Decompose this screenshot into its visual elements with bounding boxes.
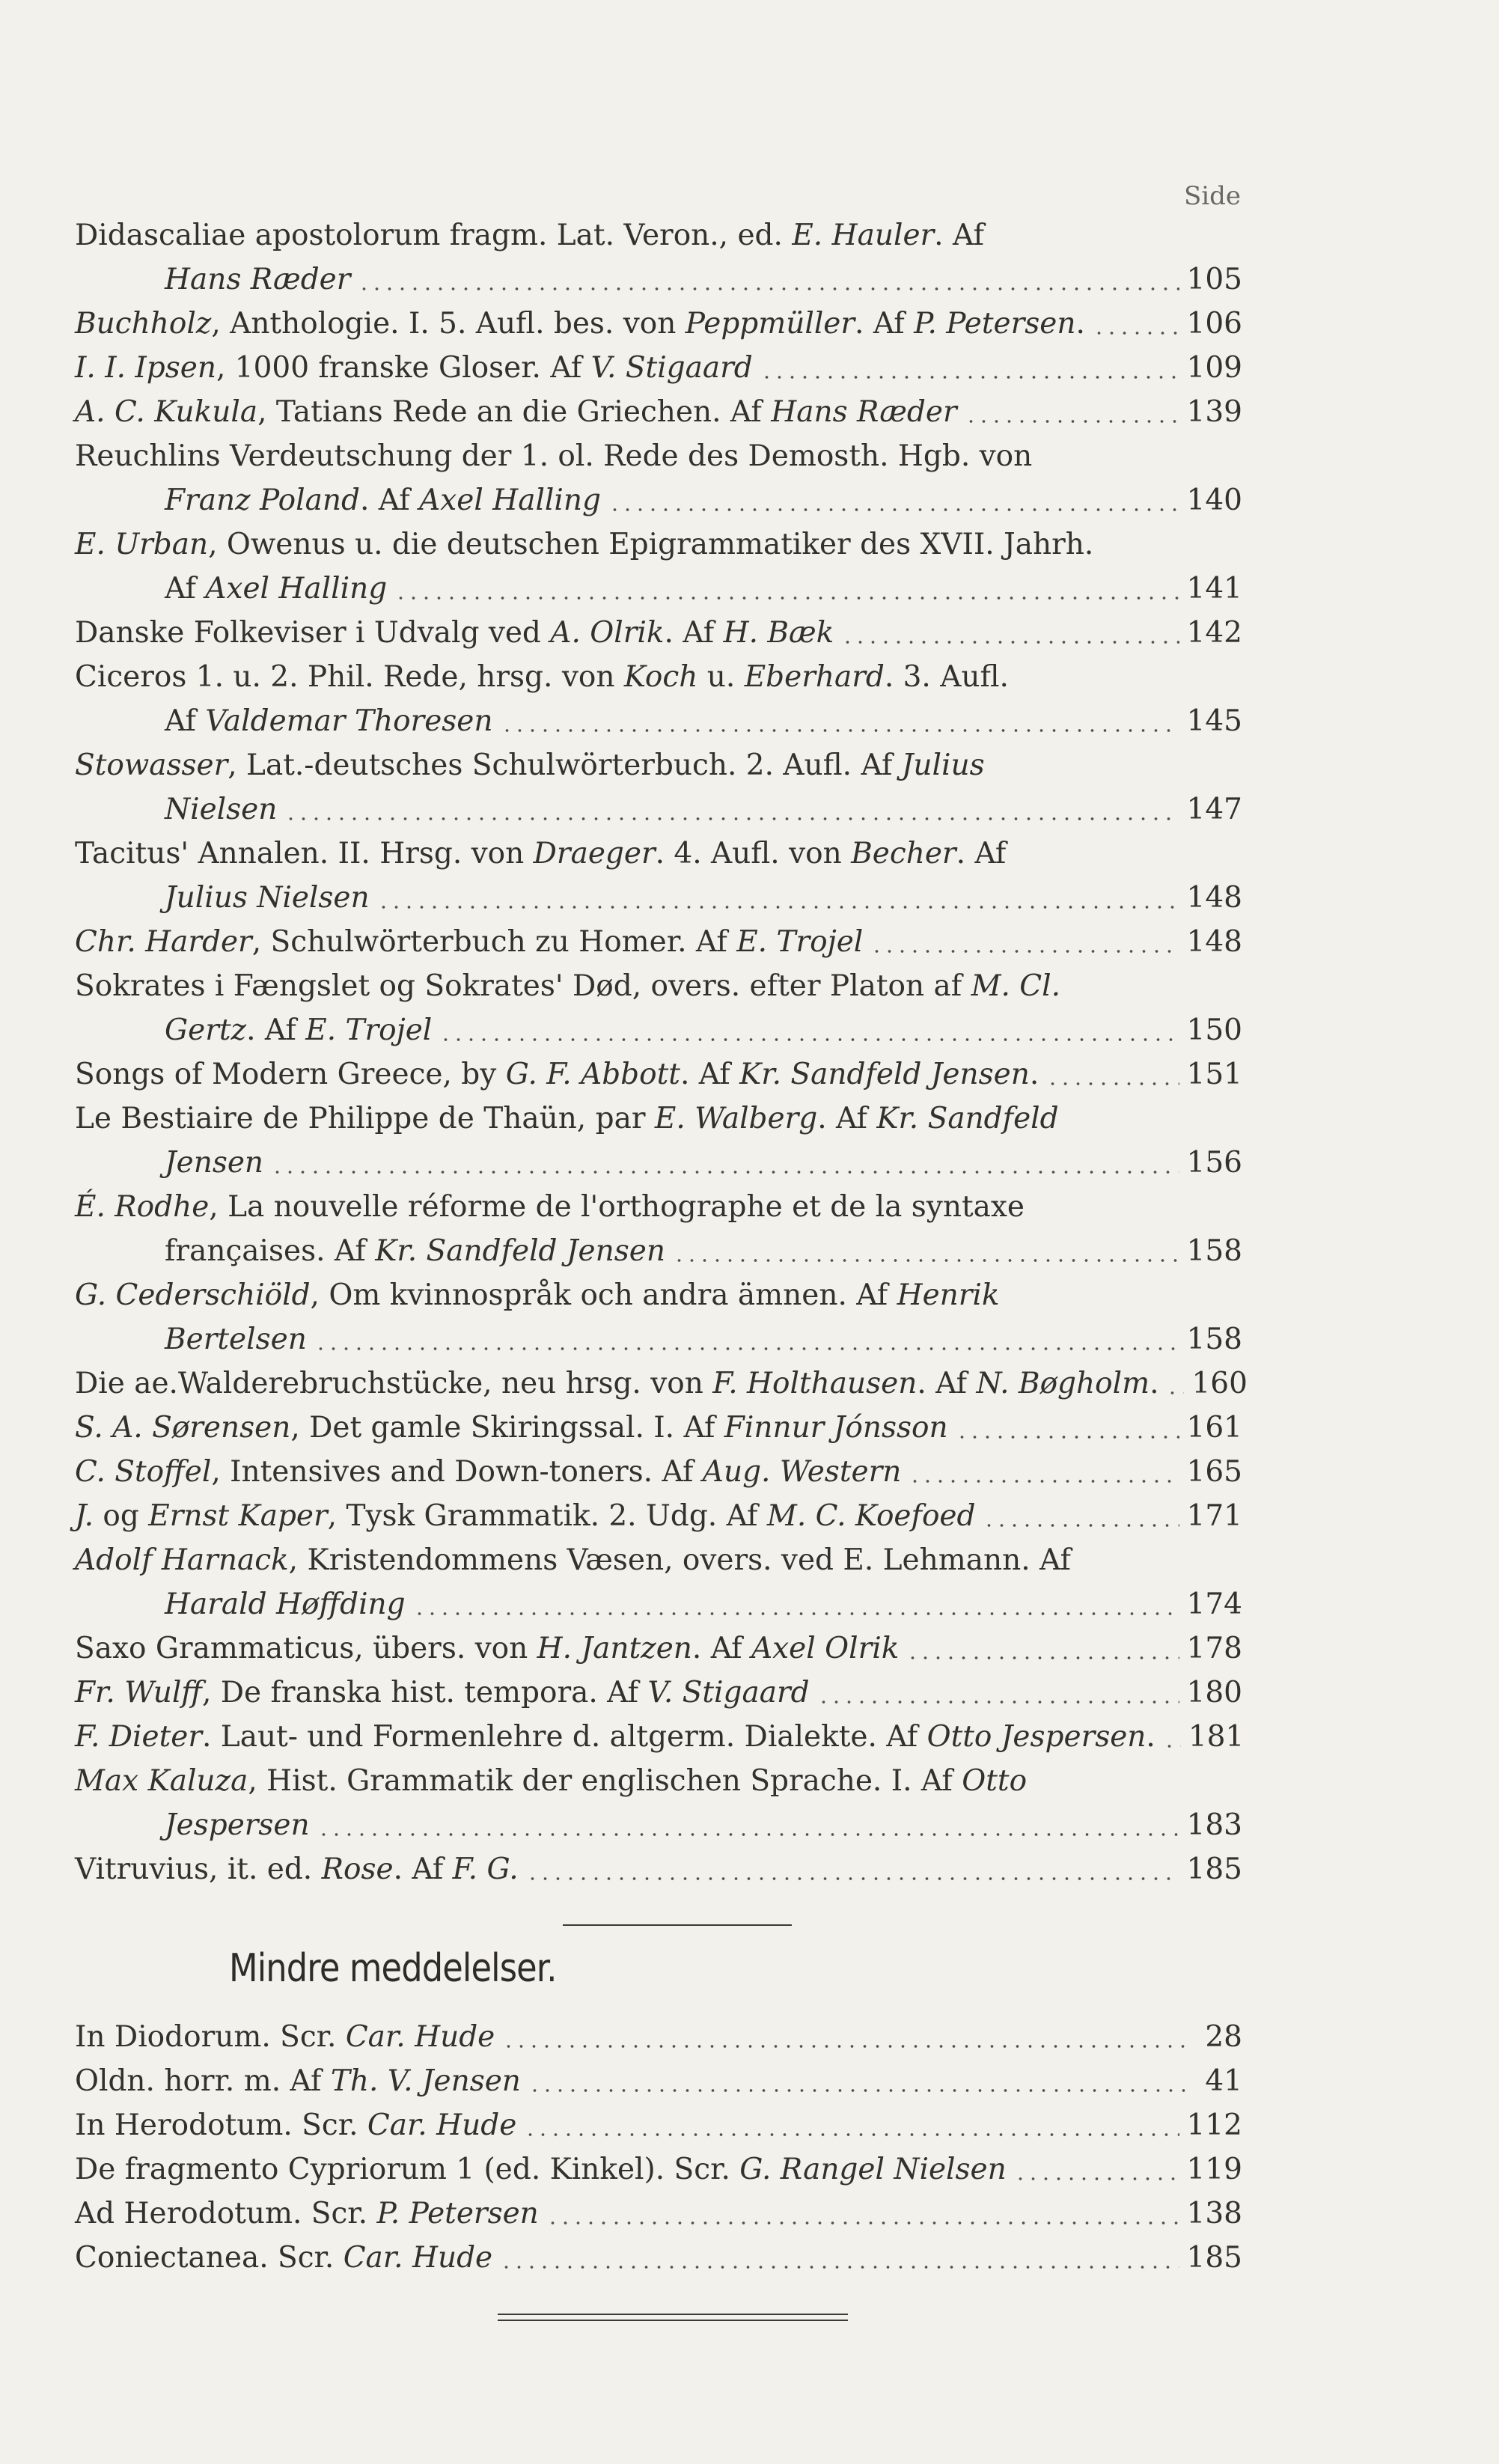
- page-number: 119: [1186, 2153, 1242, 2186]
- entry-line: [75, 1273, 1242, 1317]
- entry-text: Die ae.Walderebruchstücke, neu hrsg. von F. Holthausen. Af N. Bøgholm.: [75, 1367, 1159, 1400]
- entry-line: [75, 1229, 1242, 1273]
- toc-entry: [75, 1273, 1242, 1361]
- entry-text: Nielsen: [165, 793, 278, 826]
- entry-line: [75, 390, 1242, 434]
- entry-text: Franz Poland. Af Axel Halling: [165, 484, 601, 517]
- entry-line: [75, 743, 1242, 787]
- page-number: 147: [1186, 793, 1242, 826]
- page-number: 112: [1186, 2108, 1242, 2142]
- entry-line: [75, 655, 1242, 699]
- entry-line: [75, 1494, 1242, 1538]
- dot-leader: [502, 2043, 1187, 2050]
- entry-line: [75, 2015, 1242, 2059]
- entry-line: [75, 567, 1242, 611]
- toc-entry: [75, 1097, 1242, 1185]
- dot-leader: [1014, 2175, 1179, 2183]
- page-number: 142: [1186, 616, 1242, 650]
- entry-text: Fr. Wulff, De franska hist. tempora. Af V. Stigaard: [75, 1676, 810, 1710]
- toc-entry: [75, 1626, 1242, 1671]
- toc-entry: [75, 2015, 1242, 2059]
- page-number: 28: [1205, 2020, 1242, 2054]
- toc-entry: [75, 1847, 1242, 1891]
- entry-text: In Herodotum. Scr. Car. Hude: [75, 2108, 517, 2142]
- entry-text: Danske Folkeviser i Udvalg ved A. Olrik. Af H. Bæk: [75, 616, 834, 650]
- page-number: 109: [1186, 351, 1242, 385]
- toc-entry: [75, 390, 1242, 434]
- entry-text: Adolf Harnack, Kristendommens Væsen, overs. ved E. Lehmann. Af: [75, 1543, 1071, 1577]
- dot-leader: [501, 727, 1179, 734]
- entry-text: I. I. Ipsen, 1000 franske Gloser. Af V. Stigaard: [75, 351, 753, 385]
- dot-leader: [314, 1345, 1179, 1353]
- entry-text: G. Cederschiöld, Om kvinnospråk och andra ämnen. Af Henrik: [75, 1278, 1000, 1312]
- entry-line: [75, 2103, 1242, 2147]
- dot-leader: [870, 948, 1179, 955]
- entry-text: A. C. Kukula, Tatians Rede an die Griechen. Af Hans Ræder: [75, 395, 957, 429]
- entry-text: Af Valdemar Thoresen: [165, 704, 493, 738]
- entry-text: Af Axel Halling: [165, 572, 388, 606]
- toc-entry: [75, 2147, 1242, 2192]
- minor-notes-list: [75, 2015, 1242, 2280]
- entry-text: Jespersen: [165, 1808, 310, 1842]
- section-divider: [563, 1924, 792, 1926]
- toc-entry: [75, 1052, 1242, 1097]
- entry-line: [75, 1450, 1242, 1494]
- entry-line: [75, 522, 1242, 567]
- toc-entry: [75, 655, 1242, 743]
- entry-text: Harald Høffding: [165, 1588, 406, 1621]
- page-number: 105: [1186, 263, 1242, 296]
- dot-leader: [956, 1433, 1179, 1441]
- entry-text: É. Rodhe, La nouvelle réforme de l'orthographe et de la syntaxe: [75, 1190, 1025, 1224]
- toc-entry: [75, 2059, 1242, 2103]
- entry-text: Buchholz, Anthologie. I. 5. Aufl. bes. von Peppmüller. Af P. Petersen.: [75, 307, 1085, 341]
- entry-line: [75, 257, 1242, 302]
- page-number: 158: [1186, 1234, 1242, 1268]
- entry-line: [75, 478, 1242, 522]
- entry-line: [75, 1759, 1242, 1803]
- page-number: 156: [1186, 1146, 1242, 1180]
- entry-text: françaises. Af Kr. Sandfeld Jensen: [165, 1234, 665, 1268]
- entry-line: [75, 302, 1242, 346]
- entry-text: Ciceros 1. u. 2. Phil. Rede, hrsg. von Koch u. Eberhard. 3. Aufl.: [75, 660, 1009, 694]
- entry-text: Ad Herodotum. Scr. P. Petersen: [75, 2197, 539, 2230]
- toc-entry: [75, 1185, 1242, 1273]
- dot-leader: [394, 594, 1179, 602]
- dot-leader: [906, 1654, 1179, 1662]
- page-number: 185: [1186, 2241, 1242, 2275]
- toc-entry: [75, 434, 1242, 522]
- toc-entry: [75, 920, 1242, 964]
- entry-line: [75, 213, 1242, 257]
- entry-line: [75, 2192, 1242, 2236]
- entry-line: [75, 346, 1242, 390]
- entry-text: Le Bestiaire de Philippe de Thaün, par E. Walberg. Af Kr. Sandfeld: [75, 1102, 1059, 1135]
- toc-entry: [75, 302, 1242, 346]
- entry-line: [75, 964, 1242, 1008]
- dot-leader: [760, 373, 1179, 381]
- page-number: 181: [1188, 1720, 1245, 1754]
- entry-line: [75, 1317, 1242, 1361]
- entry-line: [75, 2236, 1242, 2280]
- entry-text: Sokrates i Fængslet og Sokrates' Død, overs. efter Platon af M. Cl.: [75, 969, 1061, 1003]
- entry-text: Didascaliae apostolorum fragm. Lat. Veron., ed. E. Hauler. Af: [75, 219, 984, 252]
- entry-text: Jensen: [165, 1146, 264, 1180]
- page-column-label: Side: [1184, 181, 1242, 211]
- entry-text: Chr. Harder, Schulwörterbuch zu Homer. Af E. Trojel: [75, 925, 864, 959]
- page-number: 161: [1186, 1411, 1242, 1445]
- entry-text: J. og Ernst Kaper, Tysk Grammatik. 2. Udg. Af M. C. Koefoed: [75, 1499, 976, 1533]
- entry-text: Julius Nielsen: [165, 881, 370, 915]
- page-number: 185: [1186, 1852, 1242, 1886]
- dot-leader: [524, 2131, 1179, 2138]
- dot-leader: [317, 1831, 1179, 1838]
- entry-text: C. Stoffel, Intensives and Down-toners. Af Aug. Western: [75, 1455, 902, 1489]
- entry-line: [75, 832, 1242, 876]
- entry-text: E. Urban, Owenus u. die deutschen Epigrammatiker des XVII. Jahrh.: [75, 528, 1094, 561]
- page-number: 160: [1191, 1367, 1248, 1400]
- page-number: 148: [1186, 881, 1242, 915]
- toc-entry: [75, 2103, 1242, 2147]
- dot-leader: [608, 506, 1179, 513]
- entry-text: Bertelsen: [165, 1323, 307, 1356]
- entry-text: Stowasser, Lat.-deutsches Schulwörterbuch. 2. Aufl. Af Julius: [75, 748, 985, 782]
- section-heading: Mindre meddelelser.: [229, 1946, 557, 1991]
- entry-line: [75, 1626, 1242, 1671]
- page-number: 178: [1186, 1632, 1242, 1665]
- toc-entry: [75, 1715, 1245, 1759]
- entry-text: De fragmento Cypriorum 1 (ed. Kinkel). Scr. G. Rangel Nielsen: [75, 2153, 1007, 2186]
- page-number: 139: [1186, 395, 1242, 429]
- entry-line: [75, 1582, 1242, 1626]
- toc-entry: [75, 1538, 1242, 1626]
- entry-text: S. A. Sørensen, Det gamle Skiringssal. I. Af Finnur Jónsson: [75, 1411, 948, 1445]
- table-of-contents: [75, 213, 1248, 1891]
- entry-text: Saxo Grammaticus, übers. von H. Jantzen. Af Axel Olrik: [75, 1632, 900, 1665]
- dot-leader: [500, 2263, 1179, 2271]
- page-number: 141: [1186, 572, 1242, 606]
- entry-line: [75, 1671, 1242, 1715]
- toc-entry: [75, 1406, 1242, 1450]
- entry-line: [75, 1847, 1242, 1891]
- page-number: 41: [1205, 2064, 1242, 2098]
- entry-text: Hans Ræder: [165, 263, 351, 296]
- dot-leader: [413, 1610, 1179, 1617]
- toc-entry: [75, 1671, 1242, 1715]
- entry-text: Reuchlins Verdeutschung der 1. ol. Rede des Demosth. Hgb. von: [75, 439, 1033, 473]
- dot-leader: [271, 1168, 1179, 1176]
- entry-line: [75, 1406, 1242, 1450]
- dot-leader: [841, 638, 1179, 646]
- entry-text: Gertz. Af E. Trojel: [165, 1013, 433, 1047]
- entry-line: [75, 611, 1242, 655]
- page-number: 138: [1186, 2197, 1242, 2230]
- page-number: 165: [1186, 1455, 1242, 1489]
- entry-line: [75, 1538, 1242, 1582]
- entry-line: [75, 2147, 1242, 2192]
- toc-entry: [75, 1361, 1248, 1406]
- dot-leader: [983, 1522, 1179, 1529]
- toc-entry: [75, 522, 1242, 611]
- toc-entry: [75, 1494, 1242, 1538]
- entry-line: [75, 434, 1242, 478]
- page-number: 106: [1186, 307, 1242, 341]
- toc-entry: [75, 832, 1242, 920]
- entry-line: [75, 876, 1242, 920]
- page-number: 183: [1186, 1808, 1242, 1842]
- entry-line: [75, 1097, 1242, 1141]
- entry-line: [75, 2059, 1242, 2103]
- entry-text: Max Kaluza, Hist. Grammatik der englischen Sprache. I. Af Otto: [75, 1764, 1028, 1798]
- entry-line: [75, 1185, 1242, 1229]
- dot-leader: [377, 903, 1179, 911]
- toc-entry: [75, 346, 1242, 390]
- dot-leader: [1166, 1389, 1184, 1397]
- page-number: 148: [1186, 925, 1242, 959]
- entry-text: F. Dieter. Laut- und Formenlehre d. altgerm. Dialekte. Af Otto Jespersen.: [75, 1720, 1155, 1754]
- dot-leader: [358, 285, 1179, 293]
- toc-entry: [75, 1759, 1242, 1847]
- toc-entry: [75, 611, 1242, 655]
- entry-text: Vitruvius, it. ed. Rose. Af F. G.: [75, 1852, 519, 1886]
- dot-leader: [546, 2219, 1179, 2227]
- toc-entry: [75, 213, 1242, 302]
- page-number: 180: [1186, 1676, 1242, 1710]
- page-number: 145: [1186, 704, 1242, 738]
- page-number: 150: [1186, 1013, 1242, 1047]
- dot-leader: [1093, 329, 1179, 337]
- entry-text: Tacitus' Annalen. II. Hrsg. von Draeger. 4. Aufl. von Becher. Af: [75, 837, 1007, 870]
- dot-leader: [284, 815, 1179, 823]
- end-rule-top: [498, 2314, 848, 2315]
- entry-text: In Diodorum. Scr. Car. Hude: [75, 2020, 495, 2054]
- page-number: 140: [1186, 484, 1242, 517]
- entry-line: [75, 1803, 1242, 1847]
- dot-leader: [526, 1875, 1179, 1882]
- entry-line: [75, 1715, 1245, 1759]
- dot-leader: [1163, 1742, 1181, 1750]
- entry-text: Coniectanea. Scr. Car. Hude: [75, 2241, 493, 2275]
- page-number: 158: [1186, 1323, 1242, 1356]
- toc-entry: [75, 2236, 1242, 2280]
- dot-leader: [817, 1698, 1179, 1706]
- entry-line: [75, 1141, 1242, 1185]
- end-rule-bottom: [498, 2320, 848, 2321]
- dot-leader: [1046, 1080, 1179, 1088]
- entry-line: [75, 1008, 1242, 1052]
- entry-line: [75, 1052, 1242, 1097]
- entry-line: [75, 699, 1242, 743]
- toc-entry: [75, 1450, 1242, 1494]
- dot-leader: [439, 1036, 1179, 1043]
- dot-leader: [965, 418, 1179, 425]
- entry-line: [75, 787, 1242, 832]
- entry-line: [75, 1361, 1248, 1406]
- toc-entry: [75, 743, 1242, 832]
- dot-leader: [909, 1478, 1179, 1485]
- toc-entry: [75, 964, 1242, 1052]
- dot-leader: [528, 2087, 1187, 2094]
- entry-text: Songs of Modern Greece, by G. F. Abbott. Af Kr. Sandfeld Jensen.: [75, 1058, 1039, 1091]
- page-number: 151: [1186, 1058, 1242, 1091]
- page-number: 174: [1186, 1588, 1242, 1621]
- toc-entry: [75, 2192, 1242, 2236]
- page-number: 171: [1186, 1499, 1242, 1533]
- entry-line: [75, 920, 1242, 964]
- entry-text: Oldn. horr. m. Af Th. V. Jensen: [75, 2064, 521, 2098]
- dot-leader: [673, 1257, 1179, 1264]
